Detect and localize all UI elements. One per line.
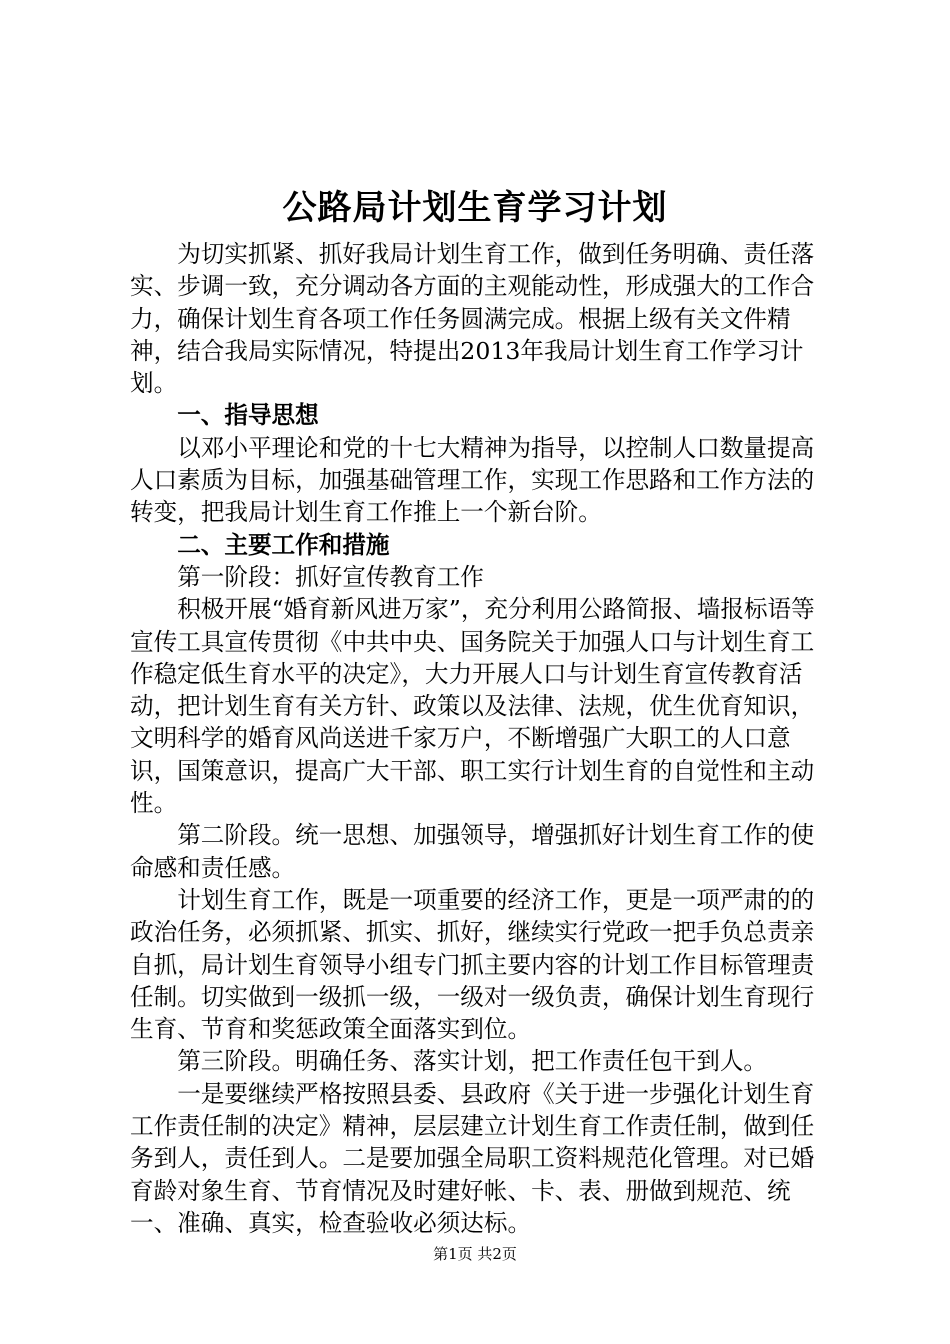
section-heading-guiding-ideology: 一、指导思想 bbox=[177, 401, 319, 430]
stage-two-paragraph: 计划生育工作，既是一项重要的经济工作，更是一项严肃的的政治任务，必须抓紧、抓实、抓好，继续实行党政一把手负总责亲自抓，局计划生育领导小组专门抓主要内容的计划工作目标管理责任制。切实做到一级抓一级，一级对一级负责，确保计划生育现行生育、节育和奖惩政策全面落实到位。 bbox=[130, 885, 815, 1044]
stage-two-heading: 第二阶段。统一思想、加强领导，增强抓好计划生育工作的使命感和责任感。 bbox=[130, 821, 815, 882]
stage-one-paragraph: 积极开展“婚育新风进万家”，充分利用公路简报、墙报标语等宣传工具宣传贯彻《中共中央、国务院关于加强人口与计划生育工作稳定低生育水平的决定》，大力开展人口与计划生育宣传教育活动，把计划生育有关方针、政策以及法律、法规，优生优育知识，文明科学的婚育风尚送进千家万户，不断增强广大职工的人口意识，国策意识，提高广大干部、职工实行计划生育的自觉性和主动性。 bbox=[130, 595, 815, 818]
section-heading-main-work: 二、主要工作和措施 bbox=[177, 530, 390, 559]
intro-paragraph: 为切实抓紧、抓好我局计划生育工作，做到任务明确、责任落实、步调一致，充分调动各方面的主观能动性，形成强大的工作合力，确保计划生育各项工作任务圆满完成。根据上级有关文件精神，结合我局实际情况，特提出2013年我局计划生育工作学习计划。 bbox=[130, 240, 815, 398]
stage-one-heading: 第一阶段：抓好宣传教育工作 bbox=[177, 562, 484, 591]
page-number-footer: 第1页 共2页 bbox=[433, 1245, 517, 1263]
guiding-ideology-paragraph: 以邓小平理论和党的十七大精神为指导，以控制人口数量提高人口素质为目标，加强基础管理工作，实现工作思路和工作方法的转变，把我局计划生育工作推上一个新台阶。 bbox=[130, 433, 815, 527]
document-title: 公路局计划生育学习计划 bbox=[282, 188, 668, 228]
stage-three-paragraph: 一是要继续严格按照县委、县政府《关于进一步强化计划生育工作责任制的决定》精神，层层建立计划生育工作责任制，做到任务到人，责任到人。二是要加强全局职工资料规范化管理。对已婚育龄对象生育、节育情况及时建好帐、卡、表、册做到规范、统一、准确、真实，检查验收必须达标。 bbox=[130, 1079, 815, 1237]
stage-three-heading: 第三阶段。明确任务、落实计划，把工作责任包干到人。 bbox=[177, 1047, 768, 1076]
document-body bbox=[130, 238, 830, 1239]
